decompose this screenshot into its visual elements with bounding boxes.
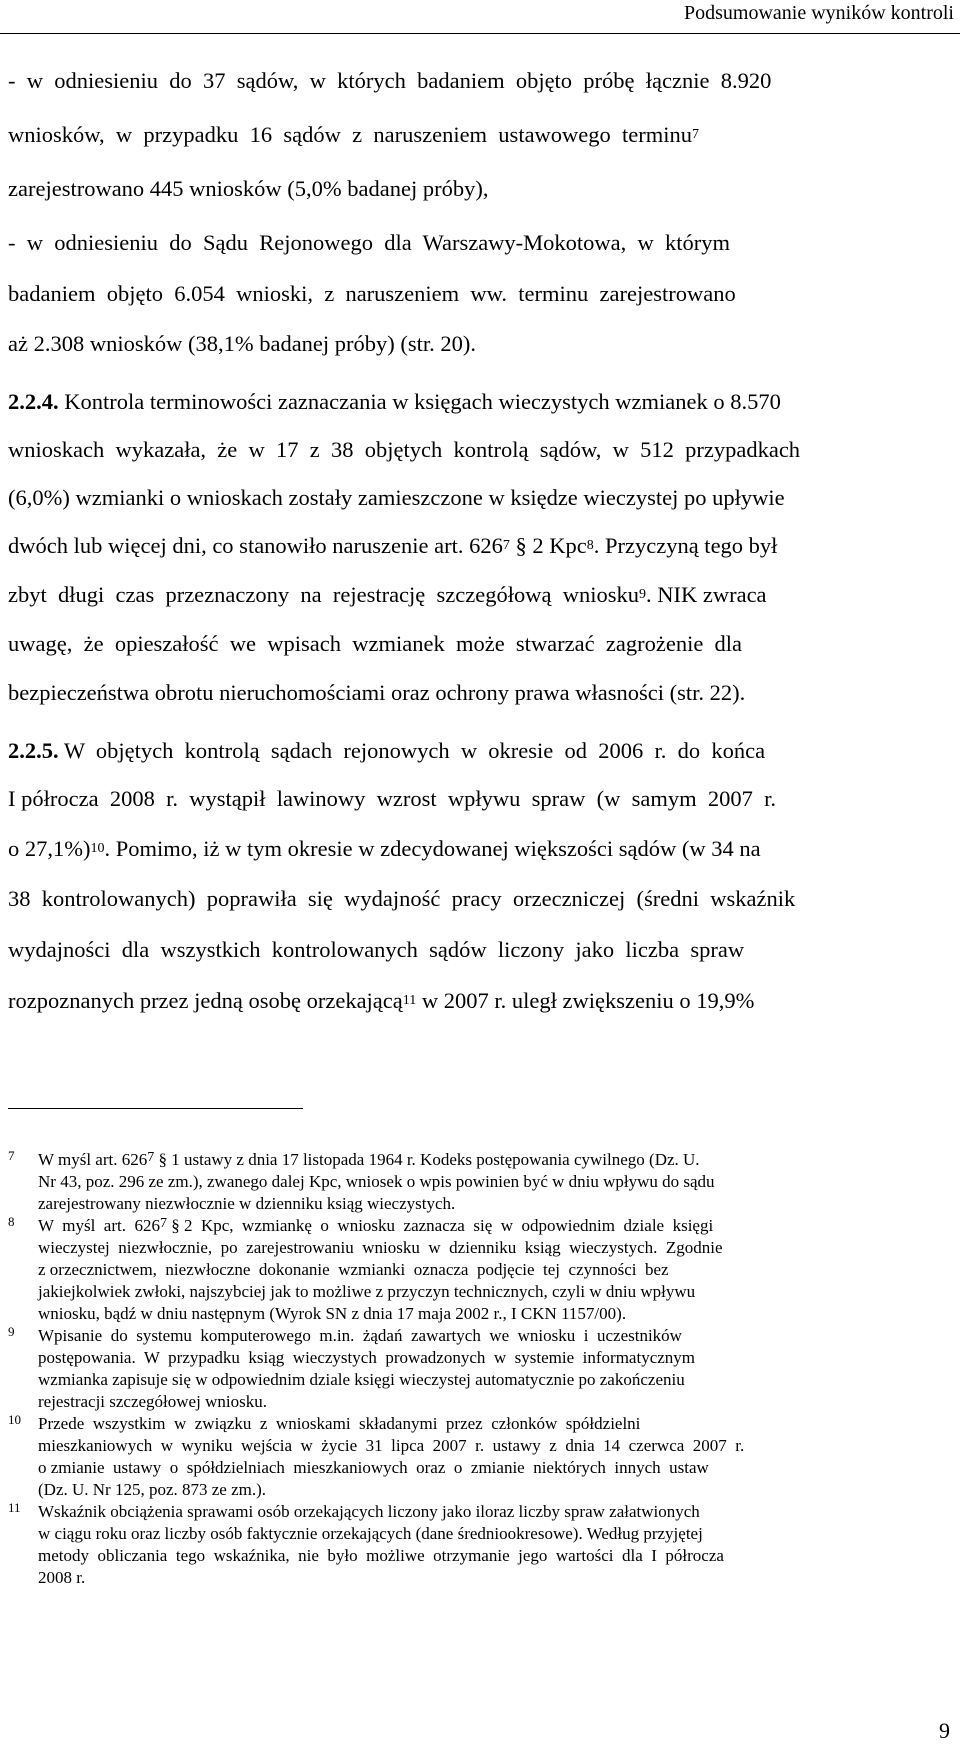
text-line: wniosków, w przypadku 16 sądów z naruszeniem ustawowego terminu$^7$ [8, 122, 700, 147]
text-line: 2.2.5. W objętych kontrolą sądach rejonowych w okresie od 2006 r. do końca [8, 738, 766, 763]
footnote-number: 7 [8, 1148, 15, 1163]
footnote-line: 2008 r. [38, 1568, 86, 1587]
text-line: aż 2.308 wniosków (38,1% badanej próby) (str. 20). [8, 331, 477, 356]
text-line: 2.2.4. Kontrola terminowości zaznaczania w księgach wieczystych wzmianek o 8.570 [8, 389, 781, 414]
text-line: o 27,1%)$^{10}$. Pomimo, iż w tym okresie w zdecydowanej większości sądów (w 34 na [8, 836, 761, 861]
footnote-number: 11 [8, 1500, 21, 1515]
page-number: 9 [939, 1718, 950, 1743]
footnote-line: w ciągu roku oraz liczby osób faktycznie orzekających (dane średniookresowe). Według przyjętej [38, 1524, 703, 1543]
text-line: - w odniesieniu do 37 sądów, w których badaniem objęto próbę łącznie 8.920 [8, 68, 772, 93]
footnote-line: Nr 43, poz. 296 ze zm.), zwanego dalej Kpc, wniosek o wpis powinien być w dniu wpływu do sądu [38, 1172, 715, 1191]
footnote-line: z orzecznictwem, niezwłoczne dokonanie wzmianki oznacza podjęcie tej czynności bez [38, 1260, 669, 1279]
text-line: rozpoznanych przez jedną osobę orzekającą$^{11}$ w 2007 r. uległ zwiększeniu o 19,9% [8, 988, 755, 1013]
footnote-line: zarejestrowany niezwłocznie w dzienniku ksiąg wieczystych. [38, 1194, 456, 1213]
page-header [0, 0, 960, 30]
text-line: (6,0%) wzmianki o wnioskach zostały zamieszczone w księdze wieczystej po upływie [8, 485, 785, 510]
footnote-separator [8, 1108, 303, 1109]
text-line: badaniem objęto 6.054 wnioski, z naruszeniem ww. terminu zarejestrowano [8, 281, 736, 306]
text-line: zbyt długi czas przeznaczony na rejestrację szczegółową wniosku$^9$. NIK zwraca [8, 582, 767, 607]
footnote-line: rejestracji szczegółowej wniosku. [38, 1392, 267, 1411]
text-line: wydajności dla wszystkich kontrolowanych sądów liczony jako liczba spraw [8, 937, 745, 962]
footnote-line: o zmianie ustawy o spółdzielniach mieszkaniowych oraz o zmianie niektórych innych ustaw [38, 1458, 709, 1477]
footnote-line: wzmianka zapisuje się w odpowiednim dziale księgi wieczystej automatycznie po zakończeniu [38, 1370, 685, 1389]
section-sign: § [515, 533, 527, 558]
text-line: I półrocza 2008 r. wystąpił lawinowy wzrost wpływu spraw (w samym 2007 r. [8, 786, 777, 811]
footnote-line: metody obliczania tego wskaźnika, nie było możliwe otrzymanie jego wartości dla I półrocza [38, 1546, 724, 1565]
footnote-line: W myśl art. $626^7$ § 1 ustawy z dnia 17 listopada 1964 r. Kodeks postępowania cywilnego (Dz. U. [38, 1150, 700, 1169]
text-line: uwagę, że opieszałość we wpisach wzmianek może stwarzać zagrożenie dla [8, 631, 743, 656]
footnote-number: 10 [8, 1412, 21, 1427]
section-number: 2.2.4. [8, 389, 59, 414]
footnote-line: Wskaźnik obciążenia sprawami osób orzekających liczony jako iloraz liczby spraw załatwionych [38, 1502, 700, 1521]
footnote-line: Przede wszystkim w związku z wnioskami składanymi przez członków spółdzielni [38, 1414, 641, 1433]
footnote-number: 8 [8, 1214, 15, 1229]
footnote-line: Wpisanie do systemu komputerowego m.in. żądań zawartych we wniosku i uczestników [38, 1326, 682, 1345]
footnote-line: wieczystej niezwłocznie, po zarejestrowaniu wniosku w dzienniku ksiąg wieczystych. Zgodnie [38, 1238, 723, 1257]
footnote-line: (Dz. U. Nr 125, poz. 873 ze zm.). [38, 1480, 267, 1499]
text-line: 38 kontrolowanych) poprawiła się wydajność pracy orzeczniczej (średni wskaźnik [8, 886, 796, 911]
text-line: dwóch lub więcej dni, co stanowiło naruszenie art. $626^7$ § 2 Kpc$^8$. Przyczyną tego był [8, 533, 778, 558]
section-number: 2.2.5. [8, 738, 59, 763]
footnote-line: W myśl art. $626^7$ § 2 Kpc, wzmiankę o wniosku zaznacza się w odpowiednim dziale księgi [38, 1216, 714, 1235]
footnote-line: jakiejkolwiek zwłoki, najszybciej jak to możliwe z przyczyn technicznych, czyli w dniu wpływu [38, 1282, 696, 1301]
footnote-number: 9 [8, 1324, 15, 1339]
footnote-line: postępowania. W przypadku ksiąg wieczystych prowadzonych w systemie informatycznym [38, 1348, 696, 1367]
text-line: bezpieczeństwa obrotu nieruchomościami oraz ochrony prawa własności (str. 22). [8, 680, 746, 705]
text-line: zarejestrowano 445 wniosków (5,0% badanej próby), [8, 176, 489, 201]
footnote-line: mieszkaniowych w wyniku wejścia w życie 31 lipca 2007 r. ustawy z dnia 14 czerwca 2007 r. [38, 1436, 745, 1455]
text-line: - w odniesieniu do Sądu Rejonowego dla Warszawy-Mokotowa, w którym [8, 230, 731, 255]
text-line: wnioskach wykazała, że w 17 z 38 objętych kontrolą sądów, w 512 przypadkach [8, 437, 801, 462]
header-rule [0, 33, 960, 34]
footnote-line: wniosku, bądź w dniu następnym (Wyrok SN z dnia 17 maja 2002 r., I CKN 1157/00). [38, 1304, 627, 1323]
header-title: Podsumowanie wyników kontroli [684, 2, 954, 24]
